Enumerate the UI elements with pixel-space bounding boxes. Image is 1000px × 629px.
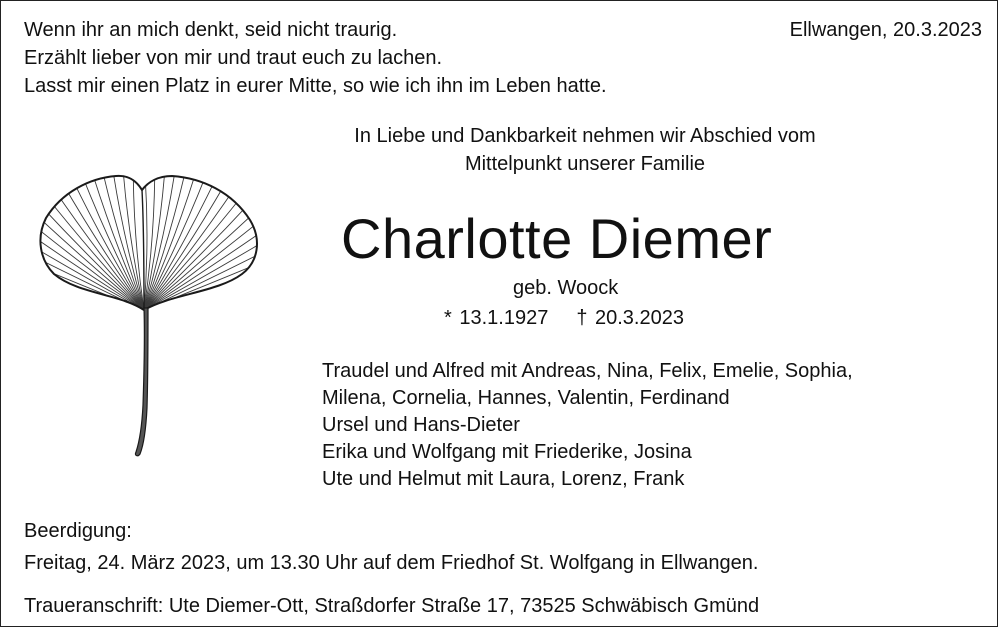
birth-date: * 13.1.1927 [444,307,549,329]
intro-text [325,122,845,178]
family-line: Erika und Wolfgang mit Friederike, Josina [322,441,692,463]
intro-line: Mittelpunkt unserer Familie [464,153,706,175]
poem-line: Lasst mir einen Platz in eurer Mitte, so wie ich ihn im Leben hatte. [24,75,607,97]
family-line: Ute und Helmut mit Laura, Lorenz, Frank [322,468,685,490]
place-date: Ellwangen, 20.3.2023 [789,19,982,41]
maiden-name: geb. Woock [513,277,619,299]
poem-line: Erzählt lieber von mir und traut euch zu lachen. [24,47,442,69]
family-line: Ursel und Hans-Dieter [322,414,520,436]
intro-line: In Liebe und Dankbarkeit nehmen wir Abschied vom [354,125,816,147]
mourning-address: Traueranschrift: Ute Diemer-Ott, Straßdorfer Straße 17, 73525 Schwäbisch Gmünd [24,595,760,617]
funeral-details: Freitag, 24. März 2023, um 13.30 Uhr auf dem Friedhof St. Wolfgang in Ellwangen. [24,552,759,574]
death-date: † 20.3.2023 [576,307,684,329]
life-dates [444,305,684,331]
deceased-name: Charlotte Diemer [341,207,773,270]
ginkgo-leaf-icon [32,170,272,460]
poem [24,16,607,100]
family-list [322,358,853,493]
poem-line: Wenn ihr an mich denkt, seid nicht traurig. [24,19,398,41]
funeral-label: Beerdigung: [24,520,132,542]
family-line: Milena, Cornelia, Hannes, Valentin, Ferdinand [322,387,730,409]
family-line: Traudel und Alfred mit Andreas, Nina, Felix, Emelie, Sophia, [322,360,853,382]
